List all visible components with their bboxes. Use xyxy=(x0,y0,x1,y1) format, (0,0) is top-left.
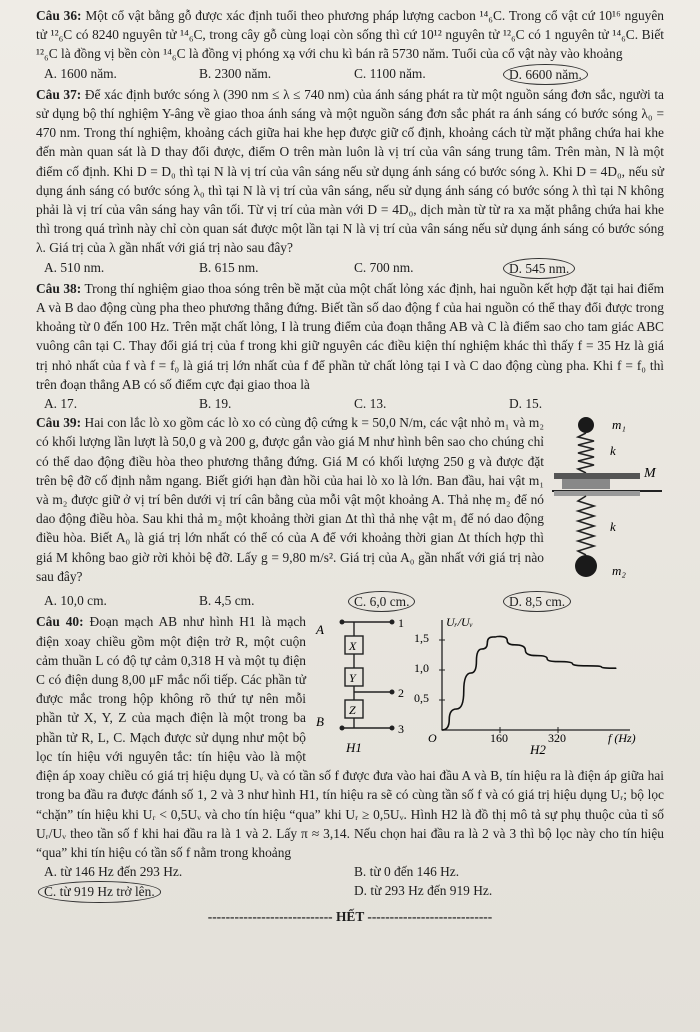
data-point xyxy=(615,668,616,669)
answer-circle: C. từ 919 Hz trở lên. xyxy=(38,881,161,902)
question-label: Câu 40: xyxy=(36,614,84,630)
mass-m1 xyxy=(578,417,594,433)
option-b[interactable]: B. 4,5 cm. xyxy=(199,593,255,609)
question-36 xyxy=(36,6,664,64)
option-c[interactable]: C. 700 nm. xyxy=(354,259,414,275)
option-a[interactable]: A. 1600 năm. xyxy=(44,65,117,81)
origin-label: O xyxy=(428,731,437,746)
option-b[interactable]: B. 19. xyxy=(199,396,232,412)
option-c[interactable] xyxy=(44,881,354,902)
option-d[interactable] xyxy=(509,591,664,612)
circuit-and-graph-figure xyxy=(312,614,664,762)
end-marker: ---------------------------- HẾT ---------------------------- xyxy=(207,908,493,924)
data-point xyxy=(470,673,471,674)
question-text: Đoạn mạch AB như hình H1 là mạch điện xoay chiều gồm một điện trở R, một cuộn cảm thuần L có độ tự cảm 0,318 H và một tụ điện C có điện dung 8,00 μF mắc nối tiếp. Các phần tử được mắc trong hộp không rõ thứ tự nên mỗi phần tử X, Y, Z của mạch điện là một trong ba phần tử R, L, C. Mạch được sử dụng như một bộ lọc tín hiệu với nguyên tắc: tín hiệu vào là một điện áp xoay chiều có giá trị hiệu dụng Uᵥ và có tần số f được đưa vào hai đầu A và B, tín hiệu ra là điện áp giữa hai trong ba đầu ra được đánh số 1, 2 và 3 như hình H1, tín hiệu ra sẽ có cùng tần số f và có giá trị hiệu dụng Uᵣ; bộ lọc “chặn” tín hiệu khi Uᵣ < 0,5Uᵥ và cho tín hiệu “qua” khi Uᵣ ≥ 0,5Uᵥ. Hình H2 là đồ thị mô tả sự phụ thuộc của tỉ số Uᵣ/Uᵥ theo tần số f khi hai đầu ra là 1 và 2. Lấy π ≈ 3,14. Nếu chọn hai đầu ra là 2 và 3 thì bộ lọc này cho tín hiệu “qua” khi tín hiệu có tần số f nằm trong khoảng xyxy=(36,614,664,860)
option-a[interactable]: A. 510 nm. xyxy=(44,259,105,275)
output-1-label: 1 xyxy=(398,616,404,631)
x-tick-label: 160 xyxy=(490,731,508,746)
h1-caption: H1 xyxy=(346,740,362,756)
answer-circle: D. 8,5 cm. xyxy=(503,591,571,612)
terminal-b-label: B xyxy=(316,714,324,730)
option-d[interactable]: D. từ 293 Hz đến 919 Hz. xyxy=(354,883,493,899)
data-point xyxy=(514,645,515,646)
end-label: HẾT xyxy=(335,908,365,924)
question-label: Câu 37: xyxy=(36,86,82,102)
output-2-label: 2 xyxy=(398,686,404,701)
question-label: Câu 39: xyxy=(36,415,82,431)
spring-figure xyxy=(552,415,664,591)
data-point xyxy=(586,666,587,667)
question-37 xyxy=(36,85,664,258)
spring-top xyxy=(578,433,594,473)
options-40 xyxy=(44,862,664,902)
M-label: M xyxy=(644,466,656,482)
data-point xyxy=(456,709,457,710)
data-point xyxy=(481,649,482,650)
graph-guides xyxy=(439,640,558,733)
h2-caption: H2 xyxy=(530,742,546,758)
question-38 xyxy=(36,279,664,394)
m1-label: m₁ xyxy=(612,417,626,433)
option-c[interactable]: C. 13. xyxy=(354,396,387,412)
y-tick-label: 1,5 xyxy=(414,631,429,646)
option-b[interactable]: B. 2300 năm. xyxy=(199,65,272,81)
data-point xyxy=(536,655,537,656)
y-tick-label: 1,0 xyxy=(414,661,429,676)
x-axis-label: f (Hz) xyxy=(608,731,636,746)
option-c[interactable] xyxy=(354,591,509,612)
ratio-curve xyxy=(442,637,616,731)
box-x-label: X xyxy=(349,639,357,654)
curve-points xyxy=(441,636,616,731)
option-a[interactable]: A. 10,0 cm. xyxy=(44,593,107,609)
frame-m-top xyxy=(554,473,640,479)
answer-circle: D. 6600 năm. xyxy=(503,64,588,85)
data-point xyxy=(492,637,493,638)
x-tick-label: 320 xyxy=(548,731,566,746)
m2-label: m₂ xyxy=(612,563,626,579)
data-point xyxy=(557,661,558,662)
k-label-top: k xyxy=(610,443,616,459)
box-y-label: Y xyxy=(349,671,356,686)
options-37 xyxy=(44,258,664,279)
option-d[interactable] xyxy=(509,64,664,85)
k-label-bottom: k xyxy=(610,519,616,535)
option-d[interactable] xyxy=(509,258,664,279)
data-point xyxy=(441,730,442,731)
terminal-a-label: A xyxy=(316,622,324,638)
options-39 xyxy=(44,591,664,612)
question-text: Trong thí nghiệm giao thoa sóng trên bề mặt của một chất lỏng xác định, hai nguồn kết hợp đặt tại hai điểm A và B dao động cùng pha theo phương thẳng đứng. Biết tần số dao động f của hai nguồn có thể thay đổi được trong khoảng từ 0 đến 100 Hz. Trên mặt chất lỏng, I là trung điểm của đoạn thẳng AB và C là điểm sao cho tam giác ABC vuông cân tại C. Thay đổi giá trị của f trong khi giữ nguyên các điều kiện thí nghiệm khác thì thấy f = 35 Hz là giá trị nhỏ nhất của f và f = f₀ là giá trị lớn nhất của f để phần tử chất lỏng tại I và C dao động cùng pha. Khi f = f₀ thì trên đoạn thẳng AB có số điểm cực đại giao thoa là xyxy=(36,280,665,392)
options-36 xyxy=(44,64,664,85)
question-text: Để xác định bước sóng λ (390 nm ≤ λ ≤ 740 nm) của ánh sáng phát ra từ một nguồn sáng đơn sắc, người ta sử dụng bộ thí nghiệm Y-âng về giao thoa ánh sáng và một nguồn sáng đơn sắc phát ra ánh sáng có bước sóng λ₀ = 470 nm. Trong thí nghiệm, khoảng cách giữa hai khe hẹp được giữ cố định, khoảng cách từ mặt phẳng chứa hai khe đến màn quan sát là D thay đổi được, điểm O trên màn luôn là vị trí của vân sáng trung tâm. Trên màn, N là một điểm cố định. Khi D = D₀ thì tại N là vị trí của vân sáng nếu sử dụng ánh sáng có bước sóng λ. Khi D = 4D₀, nếu sử dụng ánh sáng có bước sóng λ₀ thì tại N là vị trí của vân sáng, nếu sử dụng ánh sáng có bước sóng λ thì tại N không phải là vị trí của vân sáng hay vân tối. Từ vị trí của màn với D = 4D₀, dịch màn từ từ ra xa mặt phẳng chứa hai khe thì trong quá trình này chỉ còn quan sát được một lần tại N là vị trí của vân sáng nếu sử dụng ánh sáng có bước sóng λ. Giá trị của λ gần nhất với giá trị nào sau đây? xyxy=(36,86,664,256)
question-label: Câu 38: xyxy=(36,280,82,296)
frame-m-body xyxy=(562,479,610,489)
spring-bottom xyxy=(578,496,594,555)
box-z-label: Z xyxy=(349,703,356,718)
circuit-h1 xyxy=(315,616,404,755)
option-c[interactable]: C. 1100 năm. xyxy=(354,65,426,81)
option-b[interactable]: B. 615 nm. xyxy=(199,259,259,275)
mass-m2 xyxy=(575,555,597,577)
question-text: Một cổ vật bằng gỗ được xác định tuổi theo phương pháp lượng cacbon ¹⁴₆C. Trong cổ vật cứ 10¹⁶ nguyên tử ¹²₆C có 8240 nguyên tử ¹⁴₆C, trong cây gỗ cùng loại còn sống thì cứ 10¹² nguyên tử ¹²₆C có 1 nguyên tử ¹⁴₆C. Biết ¹²₆C là đồng vị bền còn ¹⁴₆C là đồng vị phóng xạ với chu kì bán rã 5730 năm. Tuổi của cổ vật này vào khoảng xyxy=(36,8,664,62)
support-plate xyxy=(554,491,640,496)
graph-h2 xyxy=(414,615,636,757)
options-38 xyxy=(44,394,664,413)
question-label: Câu 36: xyxy=(36,8,82,23)
output-3-label: 3 xyxy=(398,722,404,737)
option-d[interactable]: D. 15. xyxy=(509,396,543,412)
question-text: Hai con lắc lò xo gồm các lò xo có cùng độ cứng k = 50,0 N/m, các vật nhỏ m₁ và m₂ có khối lượng lần lượt là 50,0 g và 200 g, được gắn vào giá M như hình bên sao cho chúng chỉ có thể dao động điều hòa theo phương thẳng đứng. Giá M có khối lượng 250 g và được đặt trên bệ đỡ cố định nằm ngang. Biết giới hạn đàn hồi của hai lò xo là lớn. Ban đầu, hai vật m₁ và m₂ được giữ ở vị trí bên dưới vị trí cân bằng của mỗi vật một khoảng A. Thả nhẹ m₂ để nó dao động điều hòa. Sau khi thả m₂ một khoảng thời gian Δt thì thả nhẹ vật m₁ để nó dao động điều hòa. Biết A₀ là giá trị lớn nhất có thể có của A để với khoảng thời gian Δt thích hợp thì giá M không bao giờ rời khỏi bệ đỡ. Lấy g = 9,80 m/s². Giá trị của A₀ gần nhất với giá trị nào sau đây? xyxy=(36,415,544,584)
option-a[interactable]: A. từ 146 Hz đến 293 Hz. xyxy=(44,864,183,880)
answer-circle: C. 6,0 cm. xyxy=(348,591,415,612)
answer-circle: D. 545 nm. xyxy=(503,258,575,279)
option-a[interactable]: A. 17. xyxy=(44,396,78,412)
data-point xyxy=(499,636,500,637)
option-b[interactable]: B. từ 0 đến 146 Hz. xyxy=(354,864,460,880)
y-axis-label: Uᵣ/Uᵥ xyxy=(446,615,473,630)
y-tick-label: 0,5 xyxy=(414,691,429,706)
